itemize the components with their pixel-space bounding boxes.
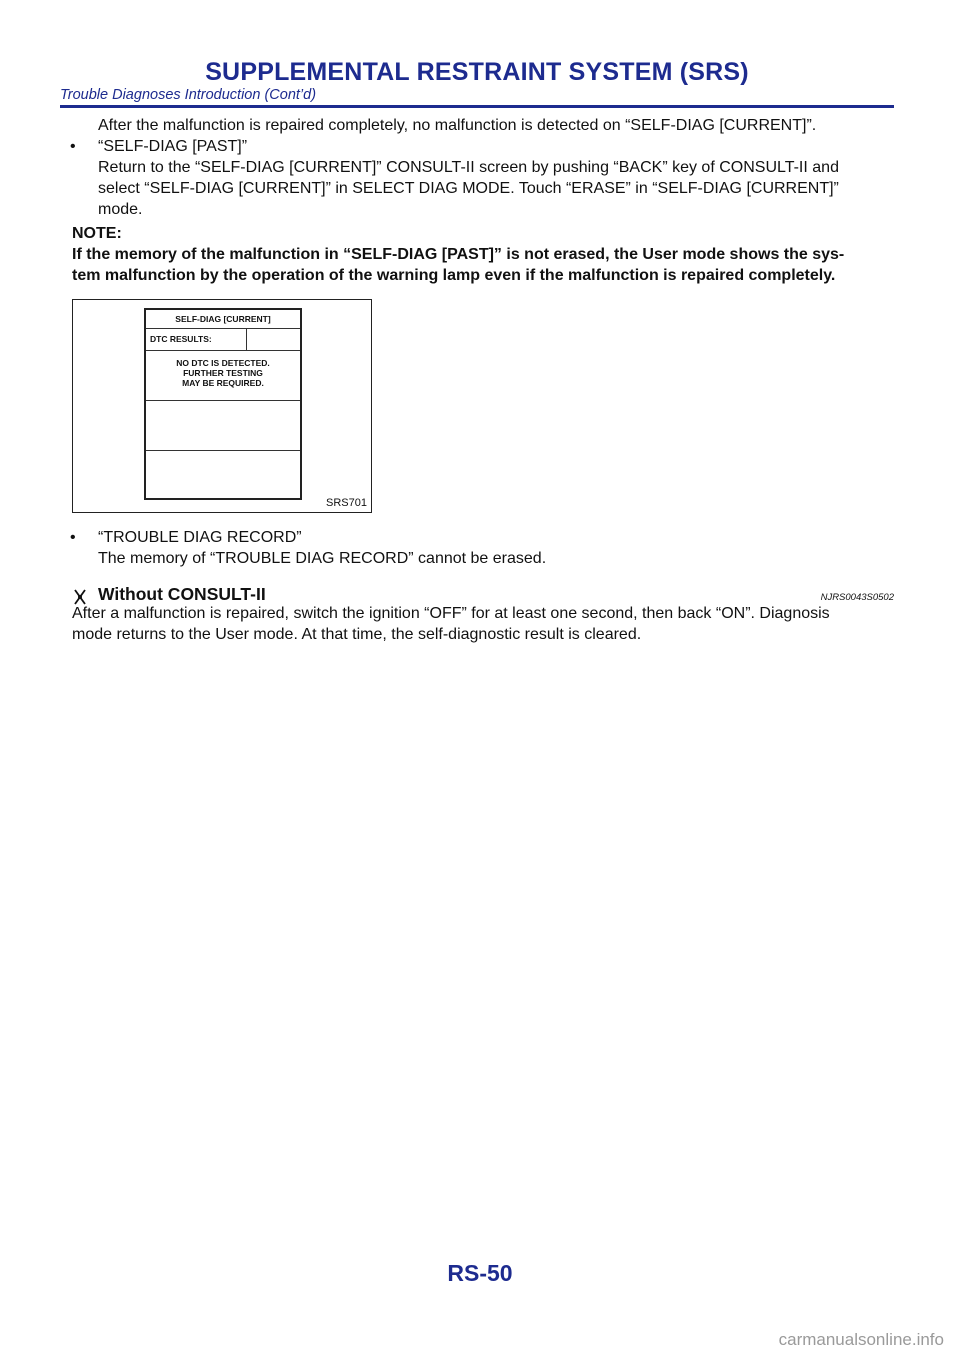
page-header xyxy=(60,58,894,103)
record-text: The memory of “TROUBLE DIAG RECORD” cannot be erased. xyxy=(98,550,547,567)
header-rule xyxy=(60,105,894,108)
page-subtitle: Trouble Diagnoses Introduction (Cont’d) xyxy=(60,87,317,103)
screen-results-row xyxy=(146,328,300,351)
screen-message-row xyxy=(146,350,300,401)
message-line-2: FURTHER TESTING xyxy=(183,368,263,378)
message-line-3: MAY BE REQUIRED. xyxy=(182,378,264,388)
note-label: NOTE: xyxy=(72,225,122,242)
screen-title-row xyxy=(146,310,300,329)
intro-text: After the malfunction is repaired completely, no malfunction is detected on “SELF-DIAG [CURRENT]”. xyxy=(98,117,817,134)
screen-empty-row-1 xyxy=(146,400,300,451)
page-number: RS-50 xyxy=(447,1260,513,1286)
section-code: NJRS0043S0502 xyxy=(820,592,894,603)
screen-title: SELF-DIAG [CURRENT] xyxy=(175,314,271,324)
past-line-3: mode. xyxy=(98,201,143,218)
bullet-past: • xyxy=(70,138,76,155)
results-divider xyxy=(246,328,247,350)
note-line-2: tem malfunction by the operation of the warning lamp even if the malfunction is repaired completely. xyxy=(72,267,836,284)
note-line-1: If the memory of the malfunction in “SELF-DIAG [PAST]” is not erased, the User mode shows the sys- xyxy=(72,246,845,263)
section-title: Without CONSULT-II xyxy=(98,584,266,604)
record-title: “TROUBLE DIAG RECORD” xyxy=(98,529,302,546)
past-line-2: select “SELF-DIAG [CURRENT]” in SELECT DIAG MODE. Touch “ERASE” in “SELF-DIAG [CURRENT]” xyxy=(98,180,839,197)
section-line-1: After a malfunction is repaired, switch the ignition “OFF” for at least one second, then back “ON”. Diagnosis xyxy=(72,605,830,622)
figure-code: SRS701 xyxy=(326,497,367,509)
figure-srs701 xyxy=(72,299,372,513)
page-title: SUPPLEMENTAL RESTRAINT SYSTEM (SRS) xyxy=(205,58,749,86)
past-title: “SELF-DIAG [PAST]” xyxy=(98,138,248,155)
watermark: carmanualsonline.info xyxy=(778,1330,944,1349)
results-label: DTC RESULTS: xyxy=(150,334,212,344)
past-line-1: Return to the “SELF-DIAG [CURRENT]” CONSULT-II screen by pushing “BACK” key of CONSULT-II and xyxy=(98,159,839,176)
consult-screen xyxy=(144,308,302,500)
message-line-1: NO DTC IS DETECTED. xyxy=(176,358,270,368)
section-line-2: mode returns to the User mode. At that time, the self-diagnostic result is cleared. xyxy=(72,626,642,643)
bullet-record: • xyxy=(70,529,76,546)
